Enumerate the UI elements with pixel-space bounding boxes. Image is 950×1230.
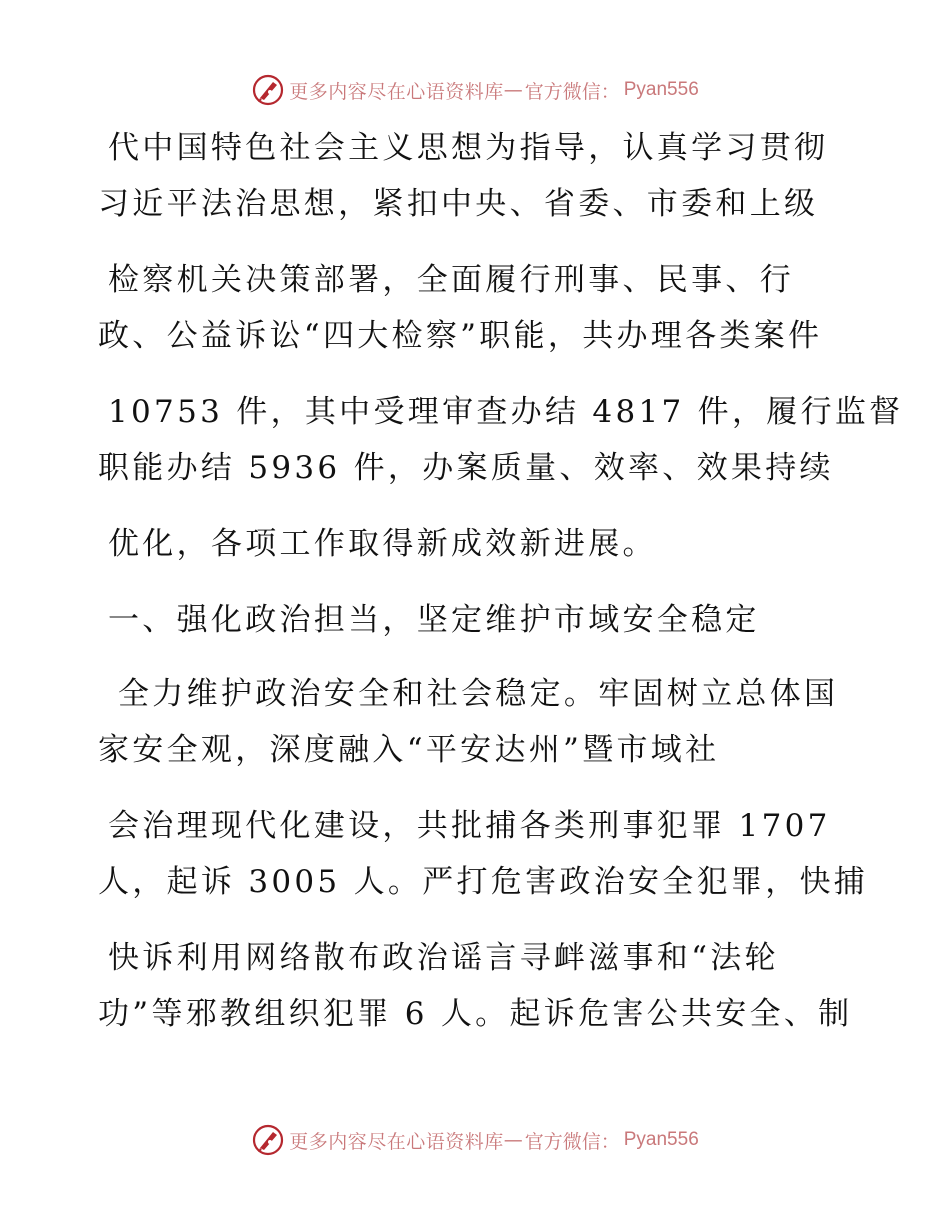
watermark-wechat-id: Pyan556 xyxy=(623,79,699,100)
body-line: 职能办结 5936 件，办案质量、效率、效果持续 xyxy=(98,450,834,486)
body-line: 代中国特色社会主义思想为指导，认真学习贯彻 xyxy=(108,130,829,166)
body-line: 政、公益诉讼“四大检察”职能，共办理各类案件 xyxy=(98,318,823,354)
footer-watermark xyxy=(0,1122,950,1158)
body-line: 10753 件，其中受理审查办结 4817 件，履行监督 xyxy=(108,394,904,430)
body-line: 功”等邪教组织犯罪 6 人。起诉危害公共安全、制 xyxy=(98,996,853,1032)
watermark-dash: — xyxy=(503,1129,523,1151)
body-line: 快诉利用网络散布政治谣言寻衅滋事和“法轮 xyxy=(108,940,779,976)
body-line: 会治理现代化建设，共批捕各类刑事犯罪 1707 xyxy=(108,808,831,844)
watermark-site-text: 更多内容尽在心语资料库 xyxy=(289,1130,504,1153)
section-heading: 一、强化政治担当，坚定维护市域安全稳定 xyxy=(108,602,760,638)
watermark-wechat-label: 官方微信： xyxy=(524,1130,620,1153)
body-line: 家安全观，深度融入“平安达州”暨市域社 xyxy=(98,732,720,768)
body-line: 检察机关决策部署，全面履行刑事、民事、行 xyxy=(108,262,794,298)
body-line: 优化，各项工作取得新成效新进展。 xyxy=(108,526,657,562)
header-watermark xyxy=(0,72,950,108)
watermark-dash: — xyxy=(503,79,523,101)
watermark-wechat-id: Pyan556 xyxy=(623,1129,699,1150)
body-line: 人，起诉 3005 人。严打危害政治安全犯罪，快捕 xyxy=(98,864,869,900)
body-line: 全力维护政治安全和社会稳定。牢固树立总体国 xyxy=(118,676,839,712)
body-line: 习近平法治思想，紧扣中央、省委、市委和上级 xyxy=(98,186,819,222)
pen-logo-icon xyxy=(251,73,285,107)
watermark-wechat-label: 官方微信： xyxy=(524,80,620,103)
pen-logo-icon xyxy=(251,1123,285,1157)
watermark-site-text: 更多内容尽在心语资料库 xyxy=(289,80,504,103)
